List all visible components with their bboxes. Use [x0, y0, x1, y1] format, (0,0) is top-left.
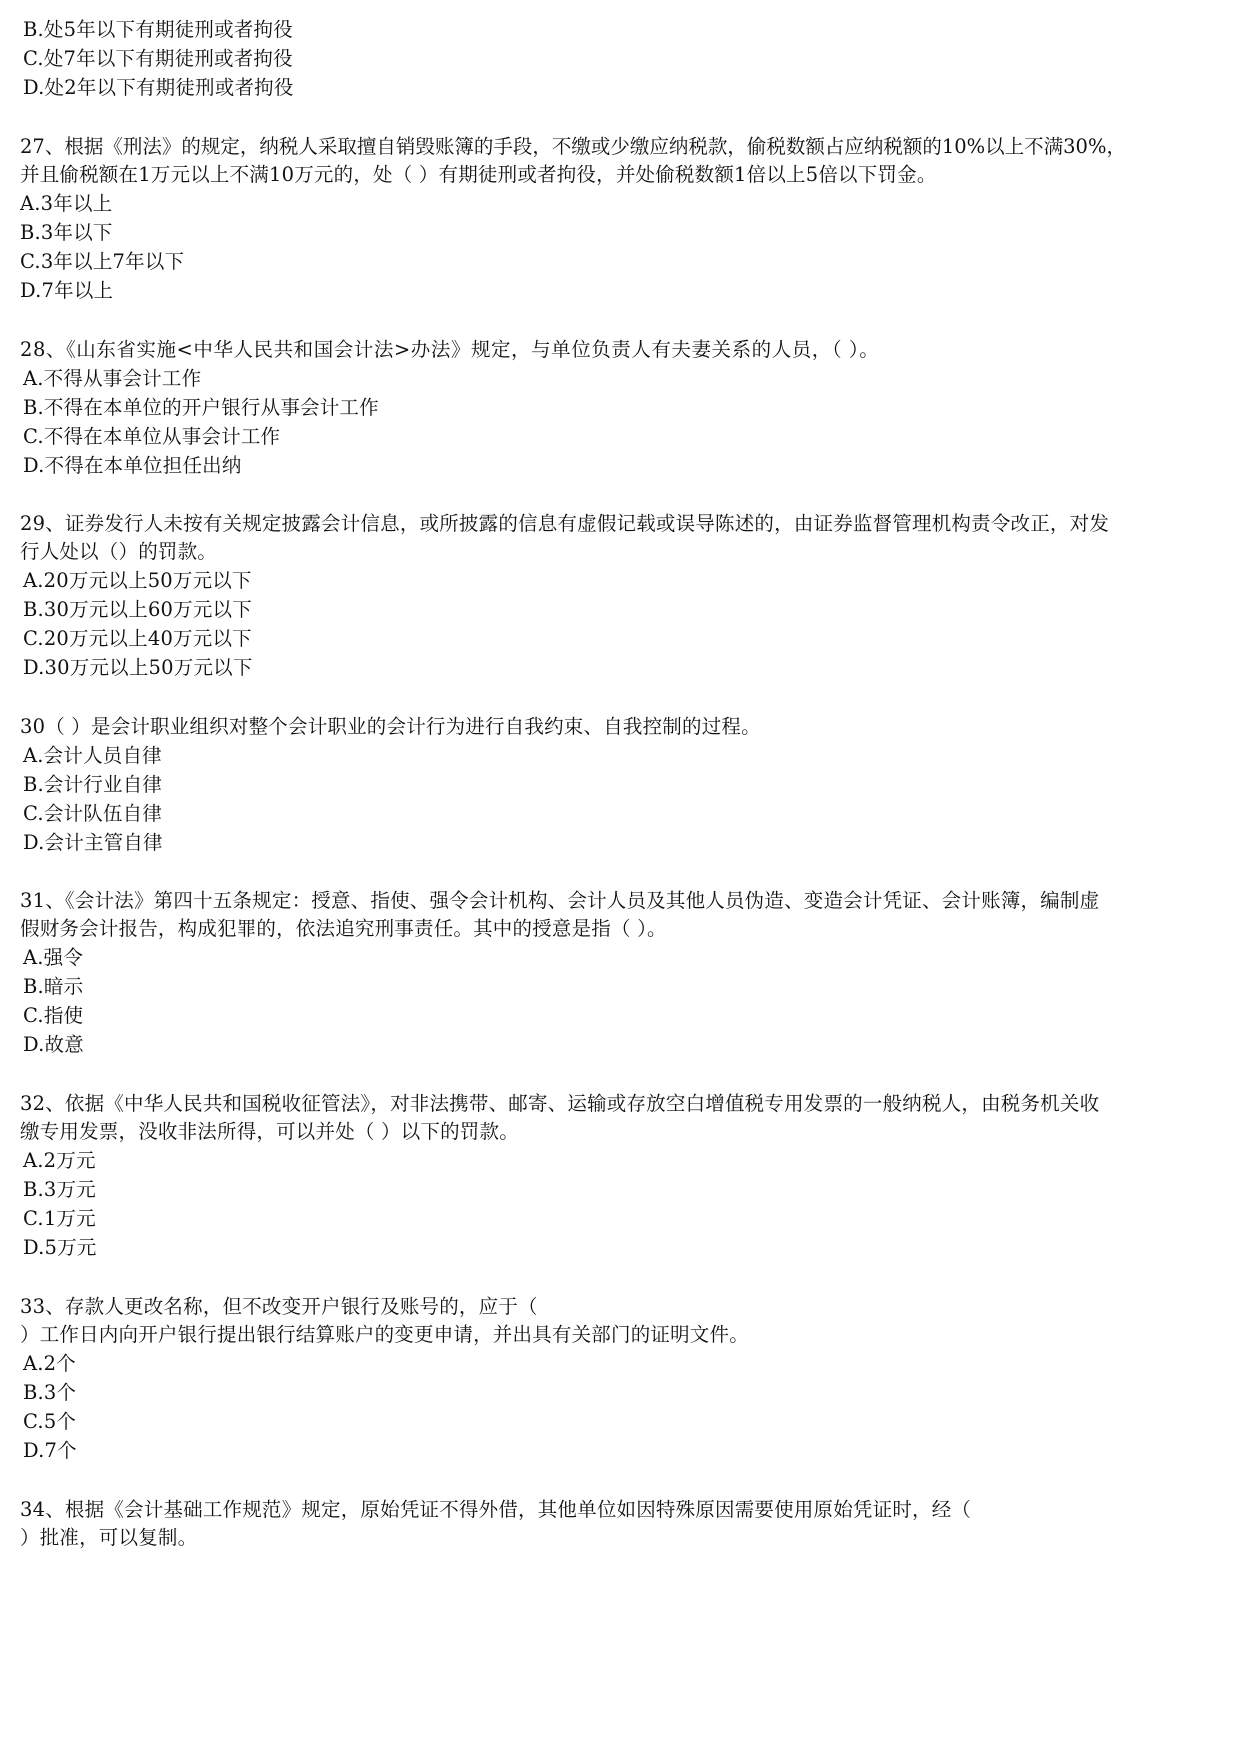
question-28-text-line-1: 28、《山东省实施<中华人民共和国会计法>办法》规定，与单位负责人有夫妻关系的人员，（ ）。 — [20, 338, 880, 361]
option-c: C.会计队伍自律 — [23, 802, 163, 825]
option-c: C.3年以上7年以下 — [20, 250, 185, 273]
option-d: D.不得在本单位担任出纳 — [23, 454, 242, 477]
option-c: C.5个 — [23, 1410, 77, 1433]
option-d: D.处2年以下有期徒刑或者拘役 — [23, 76, 294, 99]
question-31-text-line-1: 31、《会计法》第四十五条规定：授意、指使、强令会计机构、会计人员及其他人员伪造、变造会计凭证、会计账簿，编制虚 — [20, 889, 1100, 912]
option-c: C.20万元以上40万元以下 — [23, 627, 252, 650]
question-34-text-line-2: ）批准，可以复制。 — [20, 1526, 198, 1549]
option-a: A.2个 — [23, 1352, 76, 1375]
option-b: B.3万元 — [23, 1178, 96, 1201]
option-d: D.7年以上 — [20, 279, 114, 302]
question-32-text-line-1: 32、依据《中华人民共和国税收征管法》，对非法携带、邮寄、运输或存放空白增值税专用发票的一般纳税人，由税务机关收 — [20, 1092, 1100, 1115]
question-33-text-line-2: ）工作日内向开户银行提出银行结算账户的变更申请，并出具有关部门的证明文件。 — [20, 1323, 749, 1346]
option-d: D.故意 — [23, 1033, 84, 1056]
option-d: D.5万元 — [23, 1236, 97, 1259]
option-c: C.处7年以下有期徒刑或者拘役 — [23, 47, 293, 70]
option-b: B.暗示 — [23, 975, 84, 998]
option-a: A.3年以上 — [20, 192, 113, 215]
option-c: C.不得在本单位从事会计工作 — [23, 425, 281, 448]
option-b: B.30万元以上60万元以下 — [23, 598, 252, 621]
option-a: A.会计人员自律 — [23, 744, 162, 767]
option-c: C.指使 — [23, 1004, 84, 1027]
option-d: D.30万元以上50万元以下 — [23, 656, 253, 679]
option-a: A.2万元 — [23, 1149, 96, 1172]
option-b: B.会计行业自律 — [23, 773, 163, 796]
question-27-text-line-2: 并且偷税额在1万元以上不满10万元的，处（ ）有期徒刑或者拘役，并处偷税数额1倍以上5倍以下罚金。 — [20, 163, 937, 186]
option-c: C.1万元 — [23, 1207, 96, 1230]
question-29-text-line-1: 29、证券发行人未按有关规定披露会计信息，或所披露的信息有虚假记载或误导陈述的，由证券监督管理机构责令改正，对发 — [20, 512, 1110, 535]
option-b: B.不得在本单位的开户银行从事会计工作 — [23, 396, 379, 419]
option-a: A.强令 — [23, 946, 84, 969]
question-32-text-line-2: 缴专用发票，没收非法所得，可以并处（ ）以下的罚款。 — [20, 1120, 519, 1143]
option-a: A.不得从事会计工作 — [23, 367, 202, 390]
question-27-text-line-1: 27、根据《刑法》的规定，纳税人采取擅自销毁账簿的手段，不缴或少缴应纳税款，偷税数额占应纳税额的10%以上不满30%， — [20, 135, 1126, 158]
question-29-text-line-2: 行人处以（）的罚款。 — [20, 540, 218, 563]
question-30-text-line-1: 30（ ）是会计职业组织对整个会计职业的会计行为进行自我约束、自我控制的过程。 — [20, 715, 761, 738]
question-33-text-line-1: 33、存款人更改名称，但不改变开户银行及账号的，应于（ — [20, 1295, 538, 1318]
option-b: B.处5年以下有期徒刑或者拘役 — [23, 18, 293, 41]
option-d: D.会计主管自律 — [23, 831, 163, 854]
question-31-text-line-2: 假财务会计报告，构成犯罪的，依法追究刑事责任。其中的授意是指（ ）。 — [20, 917, 667, 940]
option-b: B.3年以下 — [20, 221, 113, 244]
option-d: D.7个 — [23, 1439, 77, 1462]
option-a: A.20万元以上50万元以下 — [23, 569, 252, 592]
question-34-text-line-1: 34、根据《会计基础工作规范》规定，原始凭证不得外借，其他单位如因特殊原因需要使用原始凭证时，经（ — [20, 1498, 972, 1521]
option-b: B.3个 — [23, 1381, 77, 1404]
